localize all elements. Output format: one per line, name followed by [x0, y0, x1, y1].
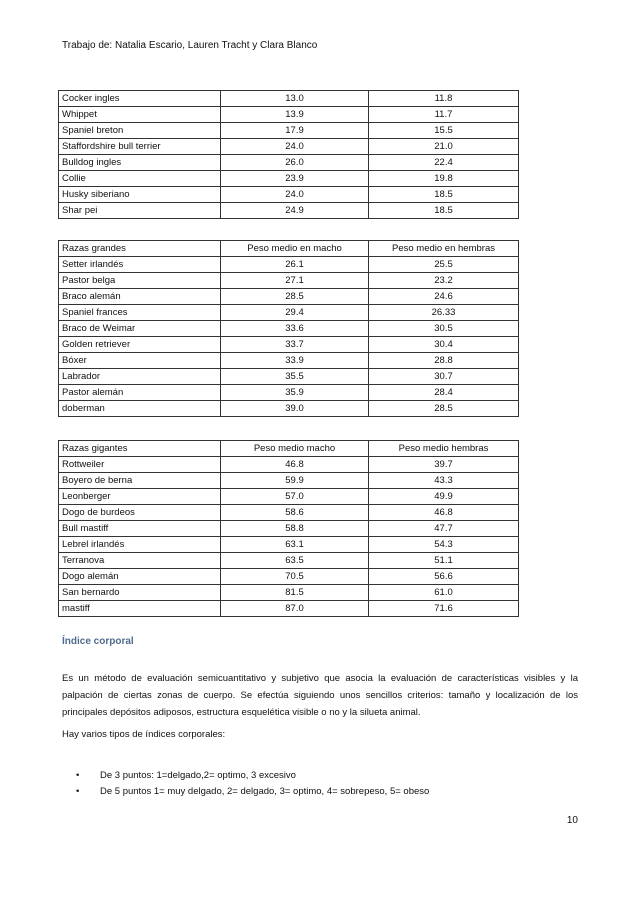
- table-body: [59, 241, 519, 417]
- breed-cell: Boyero de berna: [59, 473, 221, 489]
- female-weight-cell: 18.5: [369, 187, 519, 203]
- female-weight-cell: 30.7: [369, 369, 519, 385]
- breed-cell: Golden retriever: [59, 337, 221, 353]
- breed-cell: doberman: [59, 401, 221, 417]
- breed-cell: Staffordshire bull terrier: [59, 139, 221, 155]
- breed-cell: Bulldog ingles: [59, 155, 221, 171]
- table-row: [59, 553, 519, 569]
- female-weight-cell: 39.7: [369, 457, 519, 473]
- male-weight-cell: 26.1: [221, 257, 369, 273]
- table-row: [59, 457, 519, 473]
- breed-cell: Leonberger: [59, 489, 221, 505]
- male-weight-cell: 39.0: [221, 401, 369, 417]
- female-weight-cell: 46.8: [369, 505, 519, 521]
- table-row: [59, 489, 519, 505]
- table-row: [59, 123, 519, 139]
- column-header-female: Peso medio en hembras: [369, 241, 519, 257]
- male-weight-cell: 58.8: [221, 521, 369, 537]
- female-weight-cell: 28.5: [369, 401, 519, 417]
- breed-cell: Terranova: [59, 553, 221, 569]
- table-row: [59, 289, 519, 305]
- breed-cell: Labrador: [59, 369, 221, 385]
- male-weight-cell: 29.4: [221, 305, 369, 321]
- column-header-breed: Razas grandes: [59, 241, 221, 257]
- female-weight-cell: 28.4: [369, 385, 519, 401]
- table-row: [59, 569, 519, 585]
- female-weight-cell: 61.0: [369, 585, 519, 601]
- table-row: [59, 473, 519, 489]
- male-weight-cell: 33.9: [221, 353, 369, 369]
- female-weight-cell: 23.2: [369, 273, 519, 289]
- male-weight-cell: 70.5: [221, 569, 369, 585]
- breed-cell: Setter irlandés: [59, 257, 221, 273]
- column-header-breed: Razas gigantes: [59, 441, 221, 457]
- male-weight-cell: 27.1: [221, 273, 369, 289]
- female-weight-cell: 54.3: [369, 537, 519, 553]
- male-weight-cell: 33.7: [221, 337, 369, 353]
- female-weight-cell: 19.8: [369, 171, 519, 187]
- table-row: [59, 273, 519, 289]
- male-weight-cell: 24.0: [221, 187, 369, 203]
- table-row: [59, 585, 519, 601]
- female-weight-cell: 24.6: [369, 289, 519, 305]
- table-body: [59, 91, 519, 219]
- female-weight-cell: 11.7: [369, 107, 519, 123]
- list-item-text: De 3 puntos: 1=delgado,2= optimo, 3 excesivo: [100, 770, 296, 781]
- female-weight-cell: 47.7: [369, 521, 519, 537]
- female-weight-cell: 49.9: [369, 489, 519, 505]
- male-weight-cell: 35.5: [221, 369, 369, 385]
- male-weight-cell: 63.5: [221, 553, 369, 569]
- breed-cell: Whippet: [59, 107, 221, 123]
- breed-cell: Cocker ingles: [59, 91, 221, 107]
- female-weight-cell: 30.5: [369, 321, 519, 337]
- female-weight-cell: 30.4: [369, 337, 519, 353]
- column-header-male: Peso medio macho: [221, 441, 369, 457]
- female-weight-cell: 22.4: [369, 155, 519, 171]
- table-row: [59, 369, 519, 385]
- breed-cell: San bernardo: [59, 585, 221, 601]
- bullet-icon: •: [76, 786, 80, 797]
- table-row: [59, 305, 519, 321]
- table-row: [59, 171, 519, 187]
- female-weight-cell: 25.5: [369, 257, 519, 273]
- breed-cell: Pastor belga: [59, 273, 221, 289]
- breed-cell: Spaniel frances: [59, 305, 221, 321]
- breed-cell: mastiff: [59, 601, 221, 617]
- male-weight-cell: 57.0: [221, 489, 369, 505]
- female-weight-cell: 28.8: [369, 353, 519, 369]
- male-weight-cell: 35.9: [221, 385, 369, 401]
- female-weight-cell: 56.6: [369, 569, 519, 585]
- table-header-row: [59, 241, 519, 257]
- section-heading: Índice corporal: [62, 636, 134, 647]
- female-weight-cell: 15.5: [369, 123, 519, 139]
- table-row: [59, 139, 519, 155]
- breed-cell: Dogo alemán: [59, 569, 221, 585]
- page-header: Trabajo de: Natalia Escario, Lauren Tracht y Clara Blanco: [62, 40, 318, 51]
- table-header-row: [59, 441, 519, 457]
- bullet-list: [62, 768, 578, 800]
- male-weight-cell: 13.9: [221, 107, 369, 123]
- table-row: [59, 203, 519, 219]
- female-weight-cell: 71.6: [369, 601, 519, 617]
- table-row: [59, 601, 519, 617]
- female-weight-cell: 26.33: [369, 305, 519, 321]
- list-item: [62, 768, 578, 784]
- table-row: [59, 155, 519, 171]
- female-weight-cell: 18.5: [369, 203, 519, 219]
- breed-cell: Shar pei: [59, 203, 221, 219]
- table-row: [59, 107, 519, 123]
- page-number: 10: [566, 815, 578, 826]
- male-weight-cell: 24.0: [221, 139, 369, 155]
- body-paragraph: Hay varios tipos de índices corporales:: [62, 728, 226, 740]
- body-paragraph: Es un método de evaluación semicuantitativo y subjetivo que asocia la evaluación de características visibles y la palpación de ciertas zonas de cuerpo. Se efectúa siguiendo unos sencillos criterios: tamaño y localización de los principales depósitos adiposos, estructura esquelética visible o no y la silueta animal.: [62, 672, 578, 718]
- male-weight-cell: 87.0: [221, 601, 369, 617]
- table-row: [59, 401, 519, 417]
- breed-cell: Husky siberiano: [59, 187, 221, 203]
- breed-cell: Dogo de burdeos: [59, 505, 221, 521]
- male-weight-cell: 33.6: [221, 321, 369, 337]
- table-row: [59, 385, 519, 401]
- table-row: [59, 321, 519, 337]
- giant-breeds-table: [58, 440, 519, 617]
- male-weight-cell: 24.9: [221, 203, 369, 219]
- breed-cell: Braco de Weimar: [59, 321, 221, 337]
- male-weight-cell: 23.9: [221, 171, 369, 187]
- male-weight-cell: 58.6: [221, 505, 369, 521]
- female-weight-cell: 11.8: [369, 91, 519, 107]
- breed-cell: Spaniel breton: [59, 123, 221, 139]
- column-header-female: Peso medio hembras: [369, 441, 519, 457]
- table-body: [59, 441, 519, 617]
- table-row: [59, 537, 519, 553]
- female-weight-cell: 21.0: [369, 139, 519, 155]
- female-weight-cell: 43.3: [369, 473, 519, 489]
- list-item: [62, 784, 578, 800]
- female-weight-cell: 51.1: [369, 553, 519, 569]
- male-weight-cell: 26.0: [221, 155, 369, 171]
- bullet-icon: •: [76, 770, 80, 781]
- table-row: [59, 353, 519, 369]
- table-row: [59, 521, 519, 537]
- male-weight-cell: 46.8: [221, 457, 369, 473]
- breed-cell: Rottweiler: [59, 457, 221, 473]
- table-row: [59, 257, 519, 273]
- table-row: [59, 187, 519, 203]
- male-weight-cell: 28.5: [221, 289, 369, 305]
- list-item-text: De 5 puntos 1= muy delgado, 2= delgado, 3= optimo, 4= sobrepeso, 5= obeso: [100, 786, 430, 797]
- table-row: [59, 337, 519, 353]
- large-breeds-table: [58, 240, 519, 417]
- column-header-male: Peso medio en macho: [221, 241, 369, 257]
- breed-cell: Bóxer: [59, 353, 221, 369]
- small-breeds-table: [58, 90, 519, 219]
- male-weight-cell: 13.0: [221, 91, 369, 107]
- male-weight-cell: 59.9: [221, 473, 369, 489]
- table-row: [59, 91, 519, 107]
- breed-cell: Braco alemán: [59, 289, 221, 305]
- male-weight-cell: 81.5: [221, 585, 369, 601]
- breed-cell: Lebrel irlandés: [59, 537, 221, 553]
- table-row: [59, 505, 519, 521]
- breed-cell: Bull mastiff: [59, 521, 221, 537]
- male-weight-cell: 17.9: [221, 123, 369, 139]
- breed-cell: Pastor alemán: [59, 385, 221, 401]
- breed-cell: Collie: [59, 171, 221, 187]
- male-weight-cell: 63.1: [221, 537, 369, 553]
